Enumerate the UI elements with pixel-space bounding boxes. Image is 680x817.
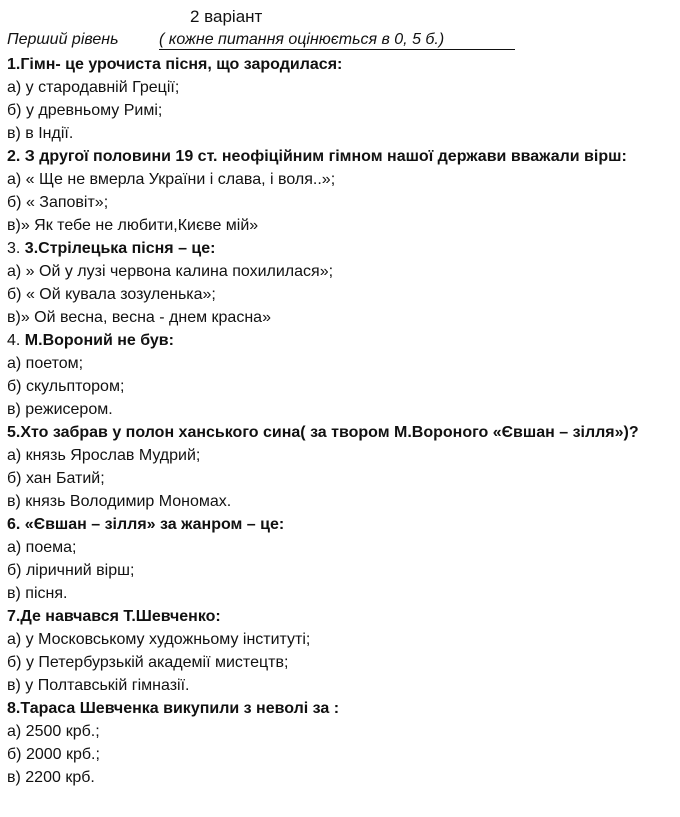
question-6 bbox=[7, 513, 675, 536]
question-7 bbox=[7, 605, 675, 628]
option-4b: б) скульптором; bbox=[7, 378, 125, 395]
option-2a: а) « Ще не вмерла України і слава, і воля..»; bbox=[7, 171, 336, 188]
level-label: Перший рівень bbox=[7, 31, 119, 48]
option-5a: а) князь Ярослав Мудрий; bbox=[7, 447, 201, 464]
option-6a: а) поема; bbox=[7, 539, 77, 556]
option-7b: б) у Петербурзькій академії мистецтв; bbox=[7, 654, 289, 671]
option-7c: в) у Полтавській гімназії. bbox=[7, 677, 190, 694]
question-text: 8.Тараса Шевченка викупили з неволі за : bbox=[7, 700, 340, 717]
question-text: 5.Хто забрав у полон ханського сина( за твором М.Вороного «Євшан – зілля»)? bbox=[7, 424, 639, 441]
question-text: 2. З другої половини 19 ст. неофіційним гімном нашої держави вважали вірш: bbox=[7, 148, 627, 165]
question-number: 4. bbox=[7, 332, 25, 349]
option-1c: в) в Індії. bbox=[7, 125, 74, 142]
question-text: М.Вороний не був: bbox=[24, 332, 174, 349]
option-6b: б) ліричний вірш; bbox=[7, 562, 135, 579]
question-4 bbox=[7, 329, 675, 352]
question-8 bbox=[7, 697, 675, 720]
option-4c: в) режисером. bbox=[7, 401, 113, 418]
variant-title: 2 варіант bbox=[190, 7, 263, 26]
option-1b: б) у древньому Римі; bbox=[7, 102, 163, 119]
option-3b: б) « Ой кувала зозуленька»; bbox=[7, 286, 216, 303]
option-8b: б) 2000 крб.; bbox=[7, 746, 100, 763]
question-1 bbox=[7, 53, 675, 76]
option-5b: б) хан Батий; bbox=[7, 470, 105, 487]
scoring-note: ( кожне питання оцінюється в 0, 5 б.) bbox=[159, 30, 515, 50]
option-8a: а) 2500 крб.; bbox=[7, 723, 100, 740]
question-text: 3.Стрілецька пісня – це: bbox=[24, 240, 216, 257]
option-2b: б) « Заповіт»; bbox=[7, 194, 109, 211]
option-5c: в) князь Володимир Мономах. bbox=[7, 493, 232, 510]
questions-list bbox=[7, 53, 675, 789]
option-3c: в)» Ой весна, весна - днем красна» bbox=[7, 309, 271, 326]
question-number: 3. bbox=[7, 240, 25, 257]
question-text: 7.Де навчався Т.Шевченко: bbox=[7, 608, 221, 625]
question-2 bbox=[7, 145, 675, 168]
level-header bbox=[7, 30, 445, 50]
question-text: 1.Гімн- це урочиста пісня, що зародилася: bbox=[7, 56, 343, 73]
option-7a: а) у Московському художньому інституті; bbox=[7, 631, 311, 648]
option-8c: в) 2200 крб. bbox=[7, 769, 95, 786]
option-6c: в) пісня. bbox=[7, 585, 68, 602]
option-1a: а) у стародавній Греції; bbox=[7, 79, 180, 96]
option-3a: а) » Ой у лузі червона калина похилилася»; bbox=[7, 263, 334, 280]
option-4a: а) поетом; bbox=[7, 355, 84, 372]
option-2c: в)» Як тебе не любити,Києве мій» bbox=[7, 217, 259, 234]
question-3 bbox=[7, 237, 675, 260]
question-text: 6. «Євшан – зілля» за жанром – це: bbox=[7, 516, 285, 533]
question-5 bbox=[7, 421, 675, 444]
